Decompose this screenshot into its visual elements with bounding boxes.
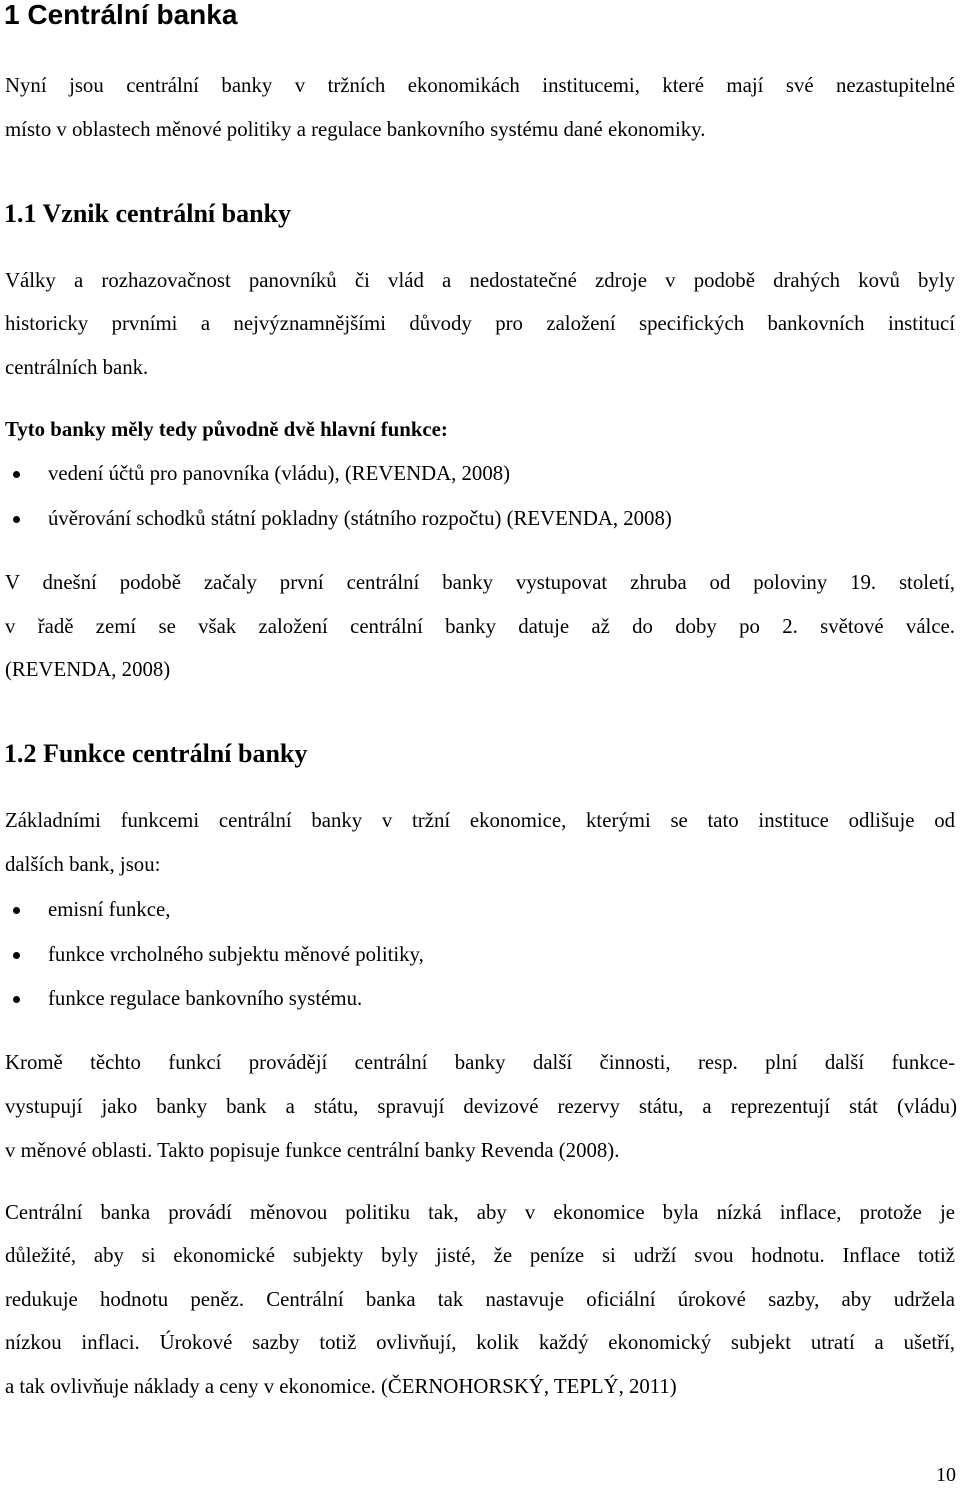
list-item xyxy=(0,986,900,1012)
list-item xyxy=(0,897,900,923)
bullet-icon xyxy=(13,471,20,478)
bullet-icon xyxy=(13,952,20,959)
paragraph-line: (REVENDA, 2008) xyxy=(5,658,171,681)
paragraph-line: dalších bank, jsou: xyxy=(5,853,161,876)
paragraph-line: Kromě těchto funkcí provádějí centrální banky další činnosti, resp. plní další funkce- xyxy=(5,1051,955,1074)
paragraph-line: historicky prvními a nejvýznamnějšími důvody pro založení specifických bankovních institucí xyxy=(5,312,955,335)
list-item-text: úvěrování schodků státní pokladny (státního rozpočtu) (REVENDA, 2008) xyxy=(48,507,672,530)
paragraph-line: V dnešní podobě začaly první centrální banky vystupovat zhruba od poloviny 19. století, xyxy=(5,571,955,594)
paragraph-line: Centrální banka provádí měnovou politiku tak, aby v ekonomice byla nízká inflace, protože je xyxy=(5,1201,955,1224)
paragraph-line: a tak ovlivňuje náklady a ceny v ekonomice. (ČERNOHORSKÝ, TEPLÝ, 2011) xyxy=(5,1375,677,1398)
intro-line: Nyní jsou centrální banky v tržních ekonomikách institucemi, které mají své nezastupitelné xyxy=(5,74,955,97)
paragraph-line: redukuje hodnotu peněz. Centrální banka tak nastavuje oficiální úrokové sazby, aby udržela xyxy=(5,1288,955,1311)
paragraph-line: Základními funkcemi centrální banky v tržní ekonomice, kterými se tato instituce odlišuje od xyxy=(5,809,955,832)
list-item-text: funkce vrcholného subjektu měnové politiky, xyxy=(48,943,424,966)
paragraph-line: centrálních bank. xyxy=(5,356,149,379)
bullet-icon xyxy=(13,516,20,523)
chapter-heading: 1 Centrální banka xyxy=(4,0,238,30)
section-heading: 1.2 Funkce centrální banky xyxy=(4,739,308,768)
paragraph-line: v měnové oblasti. Takto popisuje funkce centrální banky Revenda (2008). xyxy=(5,1139,620,1162)
paragraph-line: vystupují jako banky bank a státu, spravují devizové rezervy státu, a reprezentují stát (vládu) xyxy=(5,1095,957,1118)
bullet-icon xyxy=(13,907,20,914)
list-item-text: funkce regulace bankovního systému. xyxy=(48,987,363,1010)
paragraph-line: nízkou inflaci. Úrokové sazby totiž ovlivňují, kolik každý ekonomický subjekt utratí a ušetří, xyxy=(5,1331,955,1354)
bullet-icon xyxy=(13,996,20,1003)
page-number: 10 xyxy=(936,1464,956,1486)
list-item-text: emisní funkce, xyxy=(48,898,171,921)
intro-line: místo v oblastech měnové politiky a regulace bankovního systému dané ekonomiky. xyxy=(5,118,706,141)
list-item-text: vedení účtů pro panovníka (vládu), (REVENDA, 2008) xyxy=(48,462,511,485)
list-item xyxy=(0,461,900,487)
list-item xyxy=(0,942,900,968)
section-heading: 1.1 Vznik centrální banky xyxy=(4,199,292,228)
lead-sentence: Tyto banky měly tedy původně dvě hlavní funkce: xyxy=(5,418,448,441)
list-item xyxy=(0,506,900,532)
paragraph-line: důležité, aby si ekonomické subjekty byly jisté, že peníze si udrží svou hodnotu. Inflace totiž xyxy=(5,1244,955,1267)
paragraph-line: v řadě zemí se však založení centrální banky datuje až do doby po 2. světové válce. xyxy=(5,615,955,638)
paragraph-line: Války a rozhazovačnost panovníků či vlád a nedostatečné zdroje v podobě drahých kovů byly xyxy=(5,269,955,292)
